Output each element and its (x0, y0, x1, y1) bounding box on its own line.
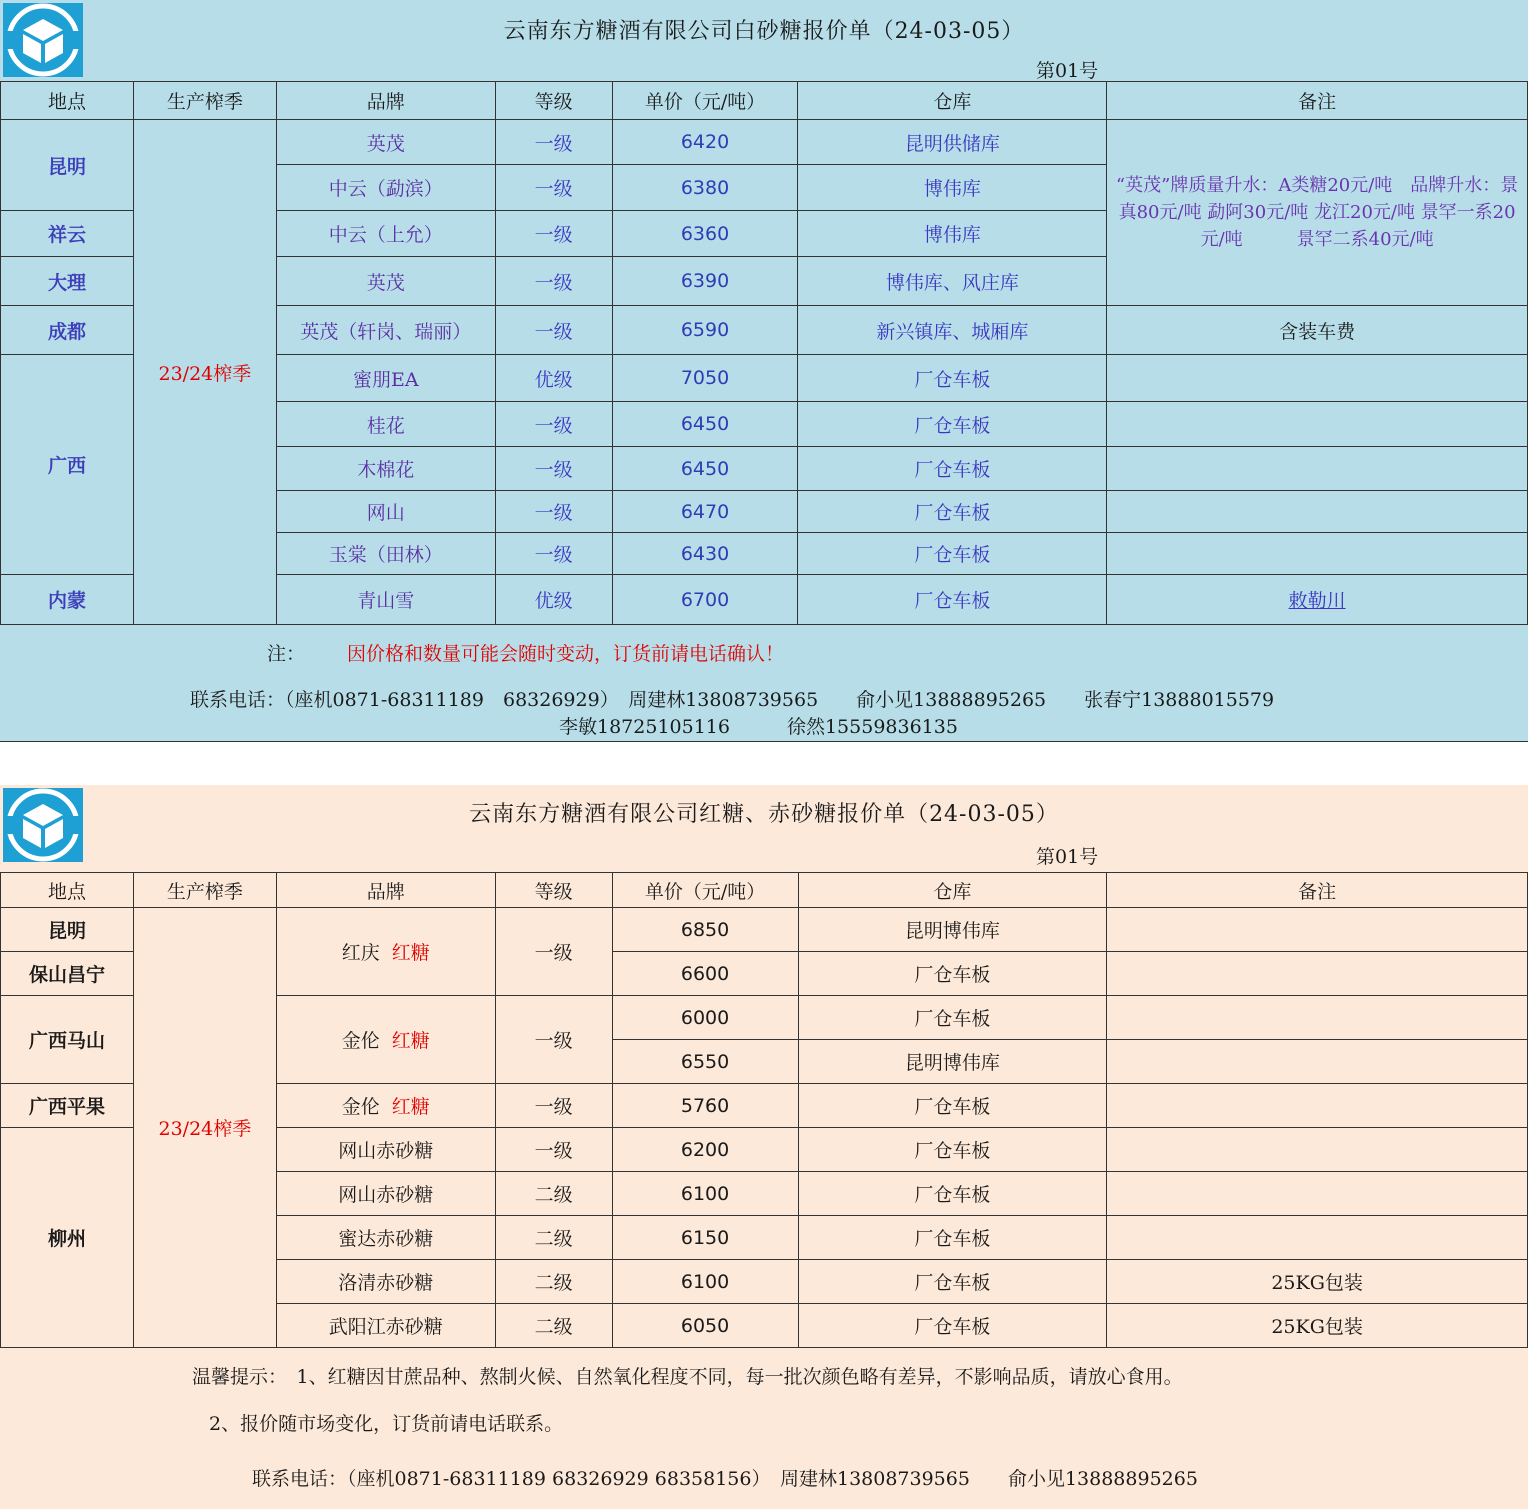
remark-cell (1107, 1084, 1528, 1128)
grade-cell: 优级 (495, 355, 612, 402)
warehouse-cell: 厂仓车板 (798, 1128, 1107, 1172)
location-cell: 广西 (1, 355, 134, 575)
remark-cell: 25KG包装 (1107, 1260, 1528, 1304)
brand-cell: 玉棠（田林） (276, 533, 495, 575)
price-cell: 6360 (612, 211, 798, 257)
warehouse-cell: 厂仓车板 (798, 996, 1107, 1040)
brand-cell: 英茂 (276, 120, 495, 165)
remark-cell (1107, 1216, 1528, 1260)
remark-cell (1107, 402, 1528, 447)
price-cell: 6390 (612, 257, 798, 306)
remark-cell (1107, 1172, 1528, 1216)
remark-cell (1107, 533, 1528, 575)
location-cell: 广西马山 (1, 996, 134, 1084)
grade-cell: 二级 (495, 1304, 612, 1348)
brand-name: 红庆 (341, 942, 380, 964)
brand-cell: 蜜朋EA (276, 355, 495, 402)
sheet-bottom-border (0, 741, 1528, 742)
warehouse-cell: 厂仓车板 (798, 491, 1107, 533)
remark-cell (1107, 996, 1528, 1040)
brand-cell (276, 1084, 495, 1128)
remark-cell (1107, 447, 1528, 491)
price-cell: 6550 (612, 1040, 798, 1084)
location-cell: 内蒙 (1, 575, 134, 625)
remark-cell (1107, 952, 1528, 996)
warehouse-cell: 厂仓车板 (798, 355, 1107, 402)
grade-cell: 一级 (495, 996, 612, 1084)
note-text: 因价格和数量可能会随时变动，订货前请电话确认！ (347, 643, 785, 665)
remark-cell (1107, 908, 1528, 952)
price-cell: 6590 (612, 306, 798, 355)
remark-link[interactable]: 敕勒川 (1107, 575, 1528, 625)
remark-cell (1107, 1128, 1528, 1172)
brand-cell: 网山 (276, 491, 495, 533)
table-row (1, 908, 1528, 952)
location-cell: 成都 (1, 306, 134, 355)
price-cell: 6000 (612, 996, 798, 1040)
price-cell: 7050 (612, 355, 798, 402)
brand-cell: 蜜达赤砂糖 (276, 1216, 495, 1260)
season-cell: 23/24榨季 (133, 908, 276, 1348)
header-grade: 等级 (495, 873, 612, 908)
warehouse-cell: 博伟库 (798, 165, 1107, 211)
warehouse-cell: 昆明博伟库 (798, 908, 1107, 952)
price-cell: 6380 (612, 165, 798, 211)
price-cell: 6200 (612, 1128, 798, 1172)
white-sugar-price-table (0, 81, 1528, 625)
brand-name: 金伦 (341, 1096, 380, 1118)
premium-remark-cell: “英茂”牌质量升水：A类糖20元/吨 品牌升水：景真80元/吨 勐阿30元/吨 龙江20元/吨 景罕一系20元/吨 景罕二系40元/吨 (1107, 120, 1528, 306)
warehouse-cell: 昆明供储库 (798, 120, 1107, 165)
location-cell: 祥云 (1, 211, 134, 257)
price-cell: 6420 (612, 120, 798, 165)
brown-sugar-quote-sheet (0, 785, 1528, 1509)
header-location: 地点 (1, 82, 134, 120)
note-label: 注： (267, 643, 306, 665)
brand-cell: 英茂（轩岗、瑞丽） (276, 306, 495, 355)
grade-cell: 优级 (495, 575, 612, 625)
price-cell: 6600 (612, 952, 798, 996)
product-tag: 红糖 (391, 1030, 430, 1052)
grade-cell: 一级 (495, 306, 612, 355)
contact-line-1: 联系电话：（座机0871-68311189 68326929） 周建林13808739565 俞小见13888895265 张春宁13888015579 (190, 689, 1275, 711)
remark-cell (1107, 1040, 1528, 1084)
brand-cell: 网山赤砂糖 (276, 1128, 495, 1172)
grade-cell: 一级 (495, 257, 612, 306)
warehouse-cell: 昆明博伟库 (798, 1040, 1107, 1084)
brand-cell (276, 908, 495, 996)
warehouse-cell: 厂仓车板 (798, 1304, 1107, 1348)
contact-line-2: 李敏18725105116 徐然15559836135 (559, 716, 958, 738)
brand-cell (276, 996, 495, 1084)
remark-cell (1107, 355, 1528, 402)
grade-cell: 二级 (495, 1216, 612, 1260)
grade-cell: 一级 (495, 211, 612, 257)
price-cell: 6450 (612, 447, 798, 491)
grade-cell: 二级 (495, 1260, 612, 1304)
location-cell: 昆明 (1, 120, 134, 211)
brand-cell: 青山雪 (276, 575, 495, 625)
tip-line-1: 温馨提示： 1、红糖因甘蔗品种、熬制火候、自然氧化程度不同，每一批次颜色略有差异，不影响品质，请放心食用。 (192, 1366, 1183, 1388)
price-cell: 6850 (612, 908, 798, 952)
white-sugar-quote-sheet (0, 0, 1528, 742)
table-row (1, 120, 1528, 165)
header-unit-price: 单价（元/吨） (612, 873, 798, 908)
grade-cell: 一级 (495, 908, 612, 996)
warehouse-cell: 厂仓车板 (798, 575, 1107, 625)
grade-cell: 一级 (495, 402, 612, 447)
product-tag: 红糖 (391, 942, 430, 964)
remark-cell: 25KG包装 (1107, 1304, 1528, 1348)
product-tag: 红糖 (391, 1096, 430, 1118)
grade-cell: 一级 (495, 491, 612, 533)
brand-cell: 武阳江赤砂糖 (276, 1304, 495, 1348)
warehouse-cell: 厂仓车板 (798, 533, 1107, 575)
price-cell: 5760 (612, 1084, 798, 1128)
warehouse-cell: 厂仓车板 (798, 1084, 1107, 1128)
price-cell: 6100 (612, 1260, 798, 1304)
header-brand: 品牌 (276, 873, 495, 908)
brand-cell: 中云（上允） (276, 211, 495, 257)
warehouse-cell: 厂仓车板 (798, 1216, 1107, 1260)
warehouse-cell: 厂仓车板 (798, 952, 1107, 996)
header-remark: 备注 (1107, 873, 1528, 908)
issue-number: 第01号 (1036, 846, 1099, 868)
remark-cell (1107, 491, 1528, 533)
grade-cell: 一级 (495, 447, 612, 491)
header-brand: 品牌 (276, 82, 495, 120)
brand-cell: 网山赤砂糖 (276, 1172, 495, 1216)
header-warehouse: 仓库 (798, 82, 1107, 120)
warehouse-cell: 博伟库 (798, 211, 1107, 257)
header-warehouse: 仓库 (798, 873, 1107, 908)
warehouse-cell: 厂仓车板 (798, 1260, 1107, 1304)
contact-line: 联系电话：（座机0871-68311189 68326929 68358156） 周建林13808739565 俞小见13888895265 (252, 1468, 1198, 1490)
brand-name: 金伦 (341, 1030, 380, 1052)
header-location: 地点 (1, 873, 134, 908)
warehouse-cell: 博伟库、风庄库 (798, 257, 1107, 306)
brand-cell: 桂花 (276, 402, 495, 447)
price-cell: 6100 (612, 1172, 798, 1216)
location-cell: 昆明 (1, 908, 134, 952)
price-cell: 6150 (612, 1216, 798, 1260)
grade-cell: 一级 (495, 1128, 612, 1172)
grade-cell: 一级 (495, 165, 612, 211)
warehouse-cell: 厂仓车板 (798, 1172, 1107, 1216)
header-unit-price: 单价（元/吨） (612, 82, 798, 120)
brand-cell: 中云（勐滨） (276, 165, 495, 211)
price-cell: 6050 (612, 1304, 798, 1348)
tip-line-2: 2、报价随市场变化，订货前请电话联系。 (209, 1413, 564, 1435)
price-cell: 6430 (612, 533, 798, 575)
warehouse-cell: 新兴镇库、城厢库 (798, 306, 1107, 355)
grade-cell: 二级 (495, 1172, 612, 1216)
issue-number: 第01号 (1036, 60, 1099, 82)
location-cell: 大理 (1, 257, 134, 306)
brown-sugar-price-table (0, 872, 1528, 1348)
header-season: 生产榨季 (133, 82, 276, 120)
price-cell: 6470 (612, 491, 798, 533)
brand-cell: 木棉花 (276, 447, 495, 491)
sheet-title: 云南东方糖酒有限公司白砂糖报价单（24-03-05） (503, 19, 1025, 44)
season-cell: 23/24榨季 (133, 120, 276, 625)
table-header-row (1, 82, 1528, 120)
header-season: 生产榨季 (133, 873, 276, 908)
location-cell: 柳州 (1, 1128, 134, 1348)
grade-cell: 一级 (495, 533, 612, 575)
price-cell: 6700 (612, 575, 798, 625)
remark-cell: 含装车费 (1107, 306, 1528, 355)
grade-cell: 一级 (495, 120, 612, 165)
warehouse-cell: 厂仓车板 (798, 447, 1107, 491)
brand-cell: 洛清赤砂糖 (276, 1260, 495, 1304)
header-remark: 备注 (1107, 82, 1528, 120)
location-cell: 保山昌宁 (1, 952, 134, 996)
table-header-row (1, 873, 1528, 908)
sheet-title: 云南东方糖酒有限公司红糖、赤砂糖报价单（24-03-05） (469, 802, 1059, 827)
price-cell: 6450 (612, 402, 798, 447)
warehouse-cell: 厂仓车板 (798, 402, 1107, 447)
header-grade: 等级 (495, 82, 612, 120)
brand-cell: 英茂 (276, 257, 495, 306)
location-cell: 广西平果 (1, 1084, 134, 1128)
grade-cell: 一级 (495, 1084, 612, 1128)
